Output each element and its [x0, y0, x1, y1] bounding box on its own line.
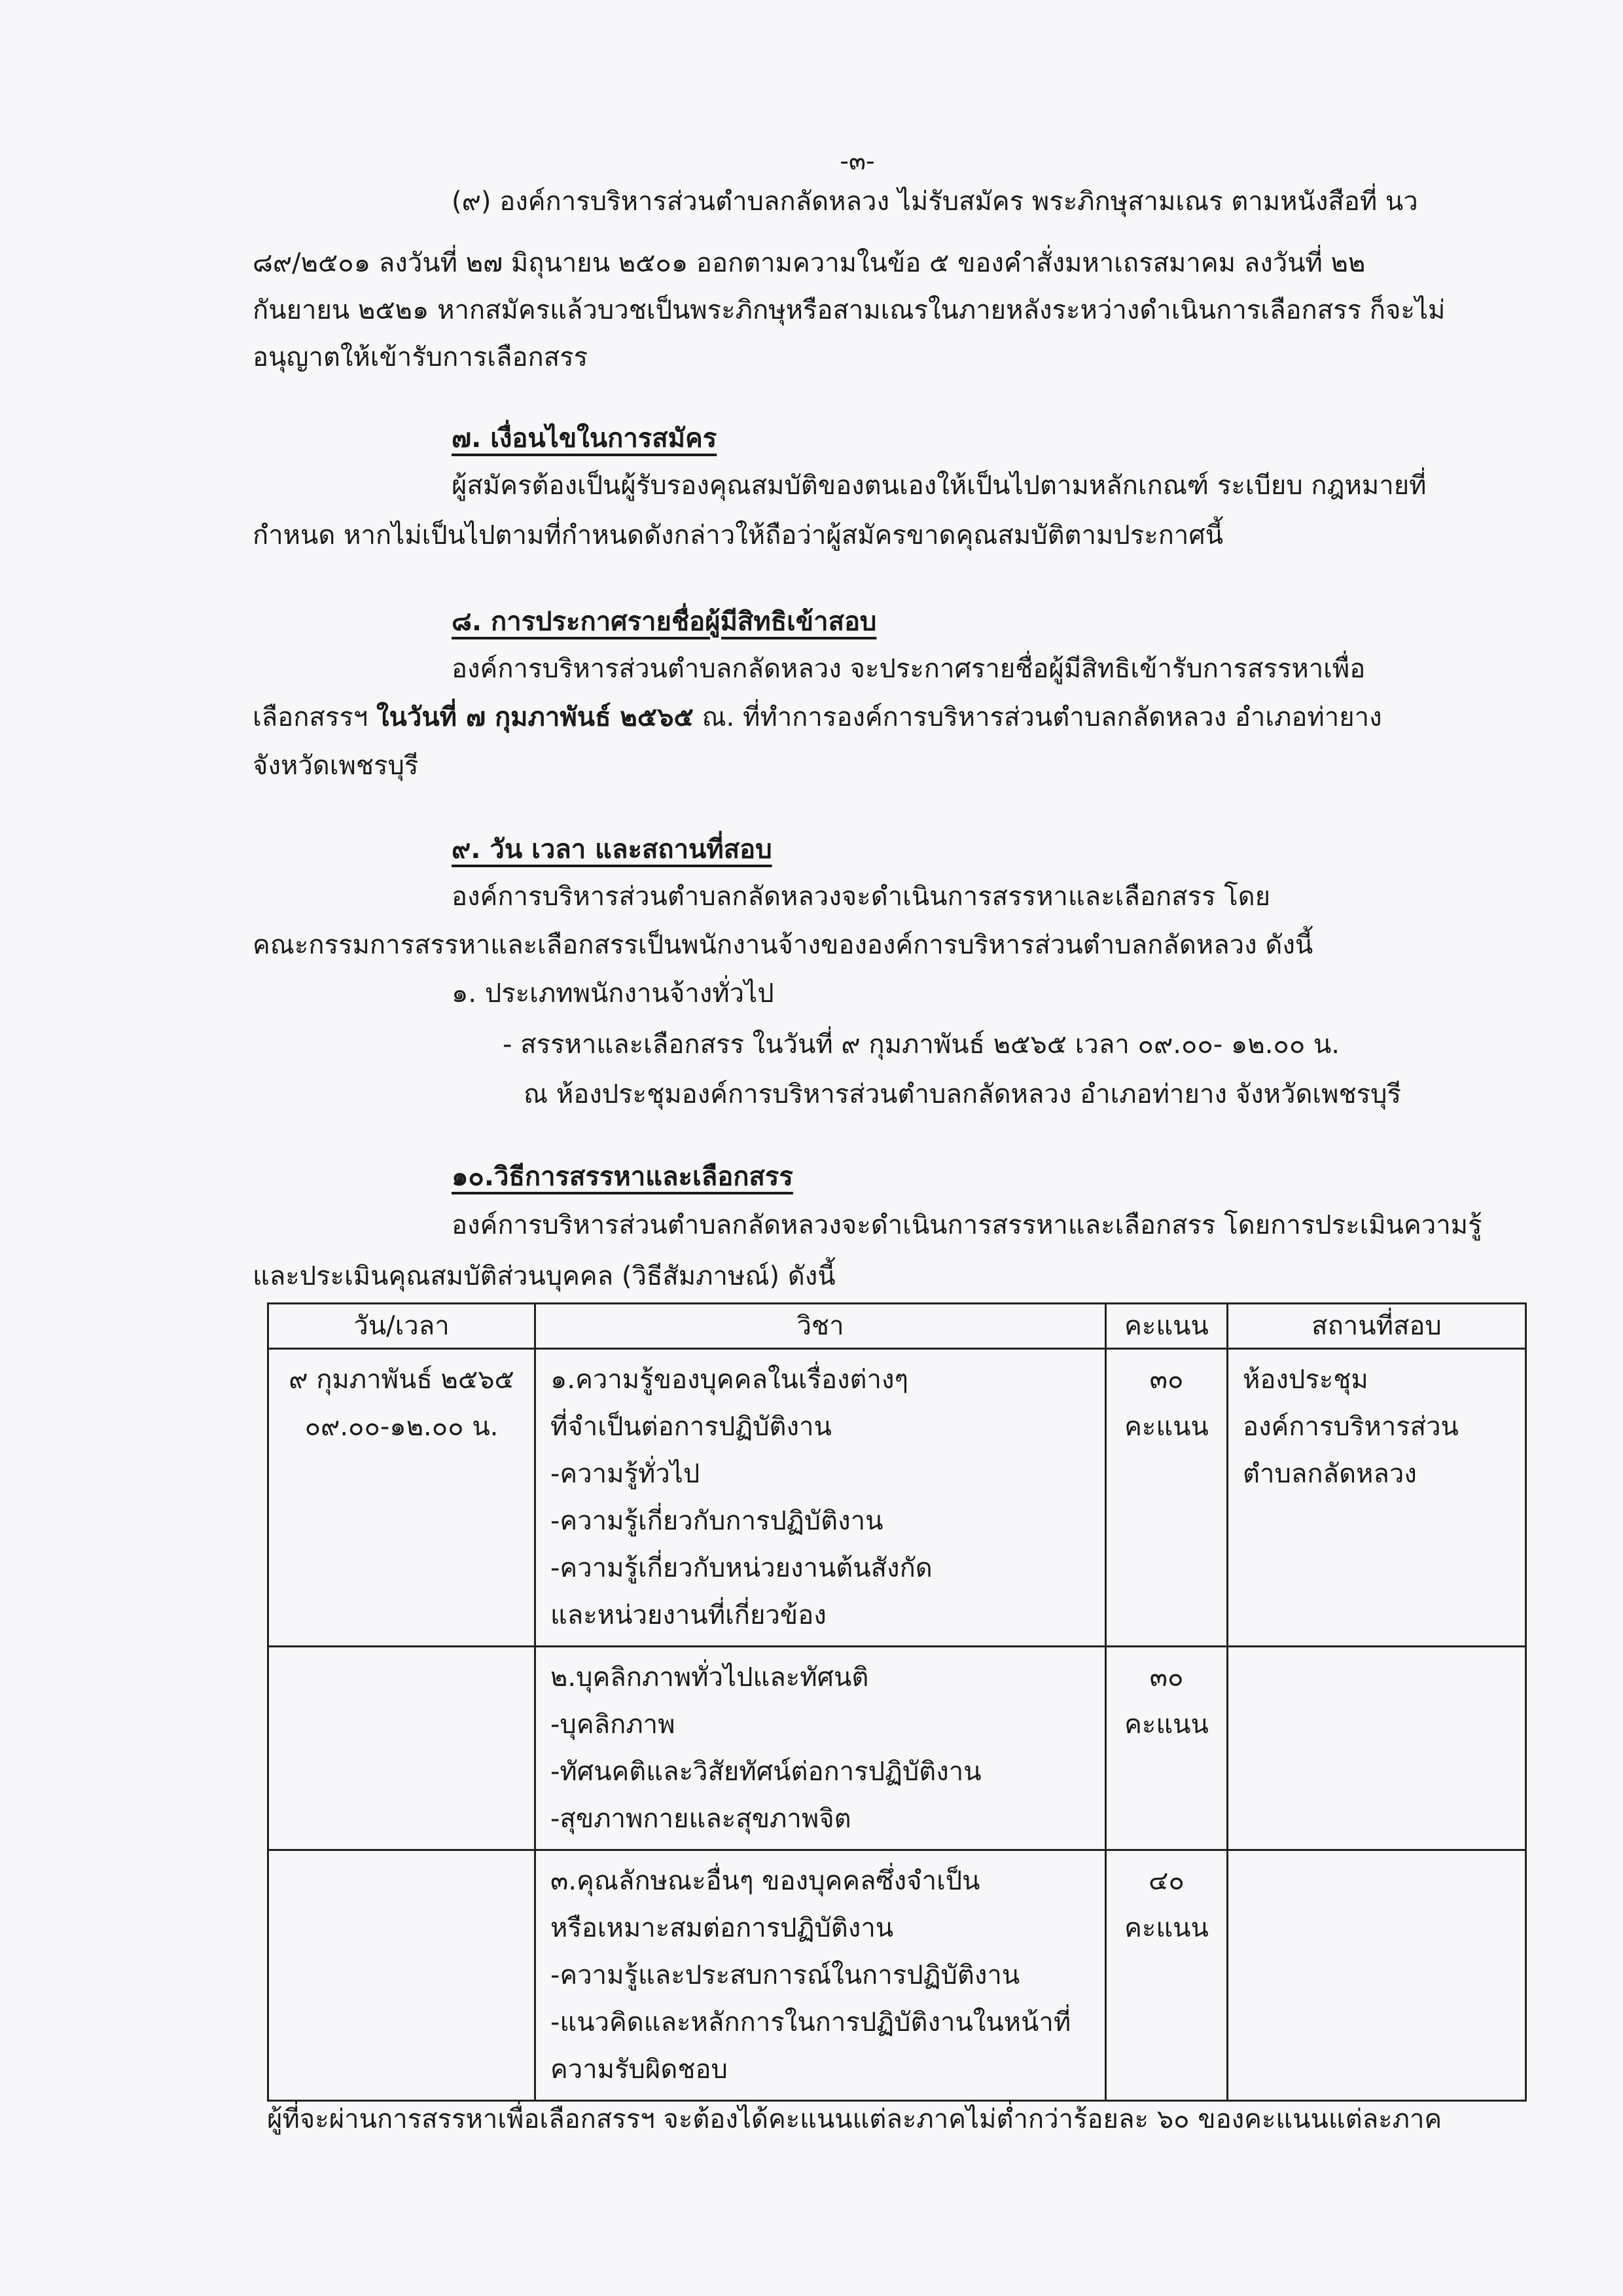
venue-line: องค์การบริหารส่วน: [1243, 1412, 1459, 1442]
subject-line: -ความรู้เกี่ยวกับการปฏิบัติงาน: [550, 1506, 883, 1536]
row3-subject-cell: [535, 1850, 1106, 2101]
section7-line-1: ผู้สมัครต้องเป็นผู้รับรองคุณสมบัติของตนเองให้เป็นไปตามหลักเกณฑ์ ระเบียบ กฎหมายที่: [452, 471, 1427, 501]
row2-date-cell: [268, 1647, 535, 1850]
row1-venue-cell: [1228, 1349, 1526, 1647]
row2-subject-cell: [535, 1647, 1106, 1850]
subject-line: -ความรู้ทั่วไป: [550, 1459, 700, 1489]
header-date-time: วัน/เวลา: [268, 1304, 535, 1349]
table-row: [268, 1850, 1526, 2101]
section7-heading: ๗. เงื่อนไขในการสมัคร: [452, 423, 717, 454]
row1-date-cell: [268, 1349, 535, 1647]
table-header-row: [268, 1304, 1526, 1349]
intro-line-1: (๙) องค์การบริหารส่วนตำบลกลัดหลวง ไม่รับสมัคร พระภิกษุสามเณร ตามหนังสือที่ นว: [452, 187, 1418, 217]
section8-heading: ๘. การประกาศรายชื่อผู้มีสิทธิเข้าสอบ: [452, 607, 877, 637]
score-value: ๓๐: [1149, 1365, 1184, 1395]
row3-venue-cell: [1228, 1850, 1526, 2101]
intro-line-2: ๘๙/๒๕๐๑ ลงวันที่ ๒๗ มิถุนายน ๒๕๐๑ ออกตามความในข้อ ๕ ของคำสั่งมหาเถรสมาคม ลงวันที่ ๒๒: [253, 248, 1366, 278]
row3-date-cell: [268, 1850, 535, 2101]
subject-line: -แนวคิดและหลักการในการปฏิบัติงานในหน้าที่: [550, 2007, 1071, 2037]
subject-line: -สุขภาพกายและสุขภาพจิต: [550, 1804, 851, 1834]
row1-subject-cell: [535, 1349, 1106, 1647]
subject-line: -ความรู้เกี่ยวกับหน่วยงานต้นสังกัด: [550, 1553, 933, 1583]
section9-item-1-detail-2: ณ ห้องประชุมองค์การบริหารส่วนตำบลกลัดหลวง อำเภอท่ายาง จังหวัดเพชรบุรี: [524, 1079, 1401, 1109]
subject-line: -บุคลิกภาพ: [550, 1710, 675, 1740]
score-unit: คะแนน: [1124, 1710, 1209, 1740]
subject-line: -ทัศนคติและวิสัยทัศน์ต่อการปฏิบัติงาน: [550, 1757, 982, 1787]
subject-line: -ความรู้และประสบการณ์ในการปฏิบัติงาน: [550, 1960, 1020, 1990]
score-value: ๔๐: [1149, 1866, 1185, 1896]
table-row: [268, 1349, 1526, 1647]
subject-line: ๓.คุณลักษณะอื่นๆ ของบุคคลซึ่งจำเป็น: [550, 1866, 980, 1896]
section8-line-2-pre: เลือกสรรฯ: [253, 702, 376, 732]
intro-line-3: กันยายน ๒๕๒๑ หากสมัครแล้วบวชเป็นพระภิกษุหรือสามเณรในภายหลังระหว่างดำเนินการเลือกสรร ก็จะไม่: [253, 295, 1446, 325]
section10-line-1: องค์การบริหารส่วนตำบลกลัดหลวงจะดำเนินการสรรหาและเลือกสรร โดยการประเมินความรู้: [452, 1210, 1482, 1240]
subject-line: และหน่วยงานที่เกี่ยวข้อง: [550, 1600, 827, 1630]
table-row: [268, 1647, 1526, 1850]
section9-heading: ๙. วัน เวลา และสถานที่สอบ: [452, 834, 772, 865]
section9-item-1-detail-1: - สรรหาและเลือกสรร ในวันที่ ๙ กุมภาพันธ์ ๒๕๖๕ เวลา ๐๙.๐๐- ๑๒.๐๐ น.: [503, 1030, 1340, 1060]
section10-heading: ๑๐.วิธีการสรรหาและเลือกสรร: [452, 1162, 793, 1192]
venue-line: ตำบลกลัดหลวง: [1243, 1459, 1417, 1489]
exam-time: ๐๙.๐๐-๑๒.๐๐ น.: [304, 1412, 499, 1442]
score-unit: คะแนน: [1124, 1913, 1209, 1943]
subject-line: หรือเหมาะสมต่อการปฏิบัติงาน: [550, 1913, 894, 1943]
score-unit: คะแนน: [1124, 1412, 1209, 1442]
score-value: ๓๐: [1149, 1662, 1184, 1693]
header-venue: สถานที่สอบ: [1228, 1304, 1526, 1349]
section9-line-2: คณะกรรมการสรรหาและเลือกสรรเป็นพนักงานจ้างขององค์การบริหารส่วนตำบลกลัดหลวง ดังนี้: [253, 930, 1313, 960]
header-subject: วิชา: [535, 1304, 1106, 1349]
subject-line: ความรับผิดชอบ: [550, 2054, 728, 2085]
intro-line-4: อนุญาตให้เข้ารับการเลือกสรร: [253, 342, 588, 372]
row1-score-cell: [1106, 1349, 1228, 1647]
subject-line: ที่จำเป็นต่อการปฏิบัติงาน: [550, 1412, 832, 1442]
section8-line-2-post: ณ. ที่ทำการองค์การบริหารส่วนตำบลกลัดหลวง อำเภอท่ายาง: [693, 702, 1382, 732]
section9-line-1: องค์การบริหารส่วนตำบลกลัดหลวงจะดำเนินการสรรหาและเลือกสรร โดย: [452, 882, 1271, 912]
section10-line-2: และประเมินคุณสมบัติส่วนบุคคล (วิธีสัมภาษณ์) ดังนี้: [253, 1261, 836, 1291]
section8-line-1: องค์การบริหารส่วนตำบลกลัดหลวง จะประกาศรายชื่อผู้มีสิทธิเข้ารับการสรรหาเพื่อ: [452, 654, 1366, 684]
page-number: -๓-: [840, 147, 875, 175]
section9-item-1: ๑. ประเภทพนักงานจ้างทั่วไป: [452, 978, 774, 1009]
header-score: คะแนน: [1106, 1304, 1228, 1349]
row3-score-cell: [1106, 1850, 1228, 2101]
announcement-date: ในวันที่ ๗ กุมภาพันธ์ ๒๕๖๕: [376, 702, 694, 732]
passing-criteria-note: ผู้ที่จะผ่านการสรรหาเพื่อเลือกสรรฯ จะต้องได้คะแนนแต่ละภาคไม่ต่ำกว่าร้อยละ ๖๐ ของคะแนนแต่ละภาค: [267, 2104, 1442, 2134]
subject-line: ๑.ความรู้ของบุคคลในเรื่องต่างๆ: [550, 1365, 908, 1395]
section8-line-3: จังหวัดเพชรบุรี: [253, 751, 419, 781]
row2-venue-cell: [1228, 1647, 1526, 1850]
exam-schedule-table: [267, 1302, 1527, 2102]
row2-score-cell: [1106, 1647, 1228, 1850]
section7-line-2: กำหนด หากไม่เป็นไปตามที่กำหนดดังกล่าวให้ถือว่าผู้สมัครขาดคุณสมบัติตามประกาศนี้: [253, 520, 1224, 550]
exam-date: ๙ กุมภาพันธ์ ๒๕๖๕: [289, 1365, 514, 1395]
venue-line: ห้องประชุม: [1243, 1365, 1368, 1395]
section8-line-2: [253, 698, 1382, 737]
subject-line: ๒.บุคลิกภาพทั่วไปและทัศนติ: [550, 1662, 869, 1693]
